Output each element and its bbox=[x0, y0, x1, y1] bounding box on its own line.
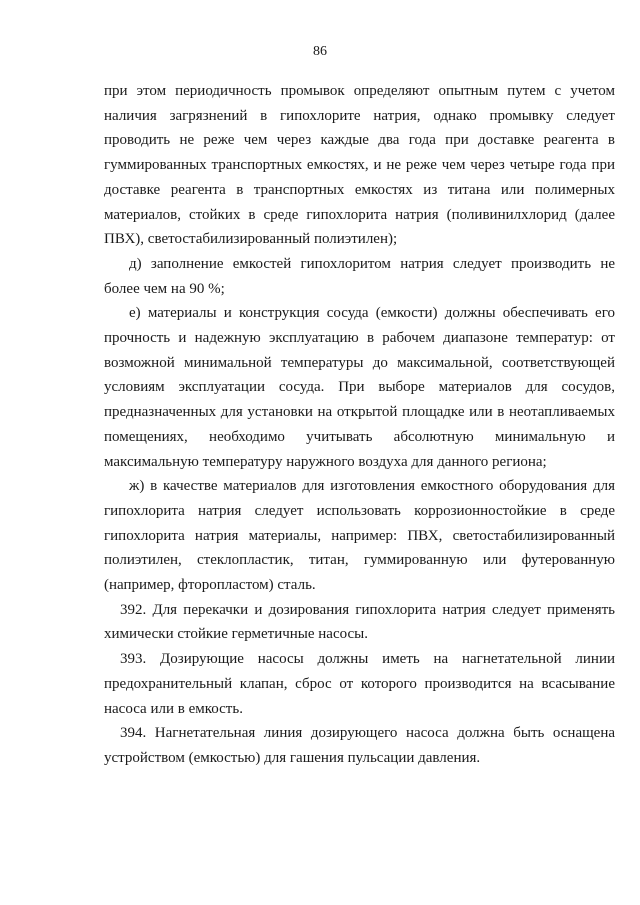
paragraph-393: 393. Дозирующие насосы должны иметь на нагнетательной линии предохранительный клапан, сброс от которого производится на всасывание насоса или в емкость. bbox=[104, 651, 615, 717]
paragraph-continuation: при этом периодичность промывок определяют опытным путем с учетом наличия загрязнений в гипохлорите натрия, однако промывку следует проводить не реже чем через каждые два года при доставке реагента в гуммированных транспортных емкостях, и не реже чем через четыре года при доставке реагента в транспортных емкостях из титана или полимерных материалов, стойких в среде гипохлорита натрия (поливинилхлорид (далее ПВХ), светостабилизированный полиэтилен); bbox=[104, 83, 615, 248]
page-number: 86 bbox=[313, 44, 327, 59]
document-body bbox=[104, 79, 615, 771]
paragraph-item-d: д) заполнение емкостей гипохлоритом натрия следует производить не более чем на 90 %; bbox=[104, 255, 615, 297]
paragraph-item-e: е) материалы и конструкция сосуда (емкости) должны обеспечивать его прочность и надежную эксплуатацию в рабочем диапазоне температур: от возможной минимальной температуры до максимальной, соответствующей условиям эксплуатации сосуда. При выборе материалов для сосудов, предназначенных для установки на открытой площадке или в неотапливаемых помещениях, необходимо учитывать абсолютную минимальную и максимальную температуру наружного воздуха для данного региона; bbox=[104, 305, 615, 470]
paragraph-392: 392. Для перекачки и дозирования гипохлорита натрия следует применять химически стойкие герметичные насосы. bbox=[104, 601, 615, 643]
paragraph-394: 394. Нагнетательная линия дозирующего насоса должна быть оснащена устройством (емкостью) для гашения пульсации давления. bbox=[104, 725, 615, 766]
paragraph-item-zh: ж) в качестве материалов для изготовления емкостного оборудования для гипохлорита натрия следует использовать коррозионностойкие в среде гипохлорита натрия материалы, например: ПВХ, светостабилизированный полиэтилен, стеклопластик, титан, гуммированную или футерованную (например, фторопластом) сталь. bbox=[104, 478, 615, 594]
